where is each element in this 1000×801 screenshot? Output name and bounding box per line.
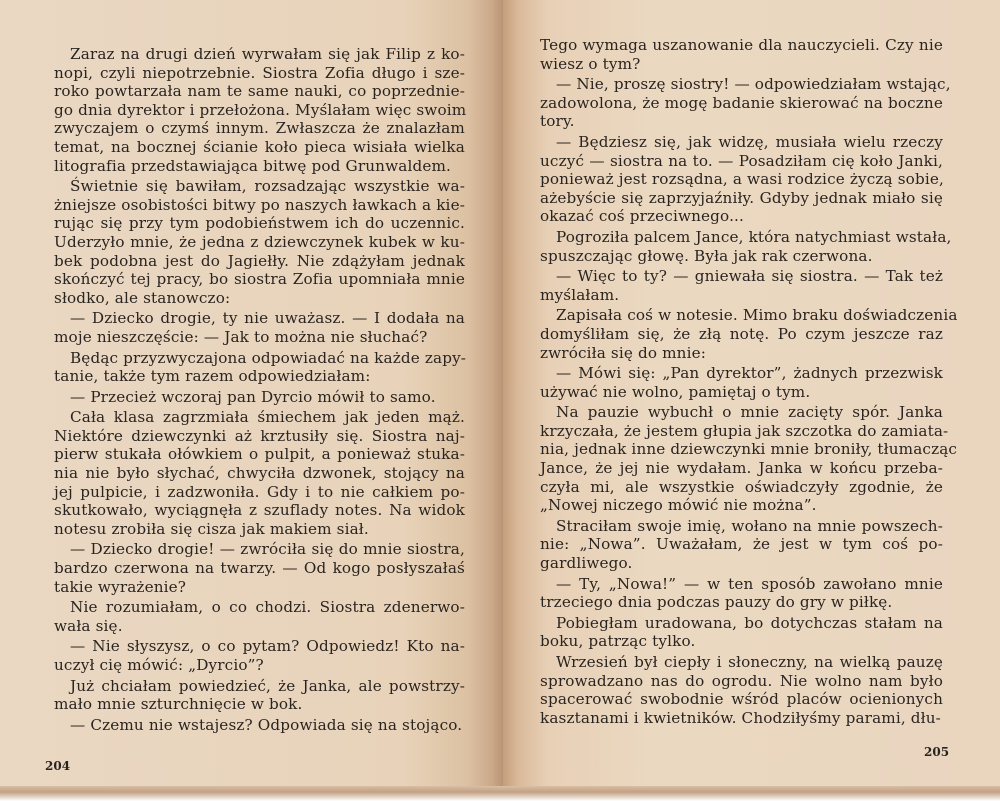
paragraph	[540, 517, 943, 573]
text-line: tory.	[540, 112, 575, 131]
text-line: myślałam.	[540, 285, 620, 304]
text-line: używać nie wolno, pamiętaj o tym.	[540, 382, 811, 401]
text-line: krzyczała, że jestem głupia jak szczotka do zamiata-	[540, 421, 949, 440]
text-line: litografia przedstawiająca bitwę pod Grunwaldem.	[54, 156, 451, 175]
text-line: zwyczajem o czymś innym. Zwłaszcza że znalazłam	[54, 119, 465, 138]
text-line: czyła mi, ale wszystkie oświadczyły zgodnie, że	[540, 477, 943, 496]
text-line: ponieważ jest rozsądna, a wasi rodzice życzą sobie,	[540, 170, 944, 189]
text-line: temat, na bocznej ścianie koło pieca wisiała wielka	[54, 137, 465, 156]
text-line: Tego wymaga uszanowanie dla nauczycieli. Czy nie	[540, 36, 943, 54]
text-line: mało mnie szturchnięcie w bok.	[54, 695, 303, 714]
text-line: bek podobna jest do Jagiełły. Nie zdążyłam jednak	[54, 251, 465, 270]
paragraph	[540, 267, 943, 304]
paragraph	[540, 75, 951, 131]
paragraph	[54, 540, 465, 596]
paragraph	[540, 575, 943, 612]
text-line: Na pauzie wybuchł o mnie zacięty spór. Janka	[556, 403, 943, 422]
text-line: Wrzesień był ciepły i słoneczny, na wielką pauzę	[556, 653, 943, 671]
text-line: — Mówi się: „Pan dyrektor”, żadnych przezwisk	[556, 364, 943, 383]
paragraph	[54, 637, 465, 674]
paragraph	[54, 309, 465, 346]
paragraph	[54, 677, 465, 714]
text-line: „Nowej niczego mówić nie można”.	[540, 496, 817, 515]
text-line: Świetnie się bawiłam, rozsadzając wszystkie wa-	[70, 177, 465, 196]
text-line: zadowolona, że mogę badanie skierować na boczne	[540, 93, 943, 112]
text-line: skończyć tej pracy, bo siostra Zofia upomniała mnie	[54, 270, 465, 289]
text-line: słodko, ale stanowczo:	[54, 288, 231, 307]
paragraph	[54, 177, 465, 307]
paragraph	[54, 45, 465, 175]
text-line: pierw stukała ołówkiem o pulpit, a ponieważ stuka-	[54, 445, 465, 464]
text-line: — Będziesz się, jak widzę, musiała wielu rzeczy	[556, 132, 943, 151]
text-line: uczyć — siostra na to. — Posadziłam cię koło Janki,	[540, 151, 943, 170]
text-line: żniejsze osobistości bitwy po naszych ławkach a kie-	[54, 195, 465, 214]
text-line: — Dziecko drogie, ty nie uważasz. — I dodała na	[70, 309, 465, 328]
text-line: domyśliłam się, że złą notę. Po czym jeszcze raz	[540, 324, 943, 343]
text-line: Już chciałam powiedzieć, że Janka, ale powstrzy-	[70, 676, 465, 695]
text-line: Pogroziła palcem Jance, która natychmiast wstała,	[556, 227, 952, 246]
paragraph	[54, 598, 465, 635]
paragraph	[540, 306, 958, 362]
left-page-text	[54, 45, 465, 734]
text-line: — Nie słyszysz, o co pytam? Odpowiedz! Kto na-	[70, 637, 465, 656]
text-line: Zapisała coś w notesie. Mimo braku doświadczenia	[556, 306, 958, 325]
text-line: trzeciego dnia podczas pauzy do gry w piłkę.	[540, 593, 893, 612]
paragraph	[540, 227, 952, 265]
text-line: uczył cię mówić: „Dyrcio”?	[54, 656, 264, 674]
text-line: rując się przy tym podobieństwem ich do uczennic.	[54, 214, 465, 233]
text-line: boku, patrząc tylko.	[540, 632, 696, 651]
text-line: kasztanami i kwietników. Chodziłyśmy parami, dłu-	[540, 708, 941, 727]
text-line: — Przecież wczoraj pan Dyrcio mówił to samo.	[70, 387, 436, 406]
paragraph	[540, 133, 943, 226]
text-line: — Czemu nie wstajesz? Odpowiada się na stojąco.	[70, 715, 463, 734]
left-page-number: 204	[45, 759, 71, 773]
page-bottom-edge	[0, 786, 1000, 801]
text-line: — Ty, „Nowa!” — w ten sposób zawołano mnie	[556, 574, 943, 593]
left-page	[0, 0, 503, 795]
paragraph	[54, 716, 465, 735]
text-line: Zaraz na drugi dzień wyrwałam się jak Filip z ko-	[70, 45, 465, 63]
text-line: jej pulpicie, i zadzwoniła. Gdy i to nie całkiem po-	[54, 482, 465, 501]
text-line: wiesz o tym?	[540, 54, 641, 73]
text-line: okazać coś przeciwnego...	[540, 207, 744, 226]
text-line: nia, jednak inne dziewczynki mnie broniły, tłumacząc	[540, 440, 958, 459]
text-line: bardzo czerwona na twarzy. — Od kogo posłyszałaś	[54, 559, 465, 578]
text-line: roko powtarzała nam te same nauki, co poprzednie-	[54, 82, 465, 101]
paragraph	[540, 653, 943, 727]
text-line: wała się.	[54, 616, 123, 635]
text-line: spuszczając głowę. Była jak rak czerwona.	[540, 246, 873, 265]
paragraph	[54, 349, 465, 386]
text-line: spacerować swobodnie wśród placów ocienionych	[540, 690, 943, 709]
text-line: nia nie było słychać, chwyciła dzwonek, stojący na	[54, 464, 465, 483]
text-line: notesu zrobiła się cisza jak makiem siał.	[54, 519, 369, 538]
text-line: takie wyrażenie?	[54, 577, 187, 596]
text-line: Niektóre dziewczynki aż krztusiły się. Siostra naj-	[54, 426, 465, 445]
text-line: nopi, czyli niepotrzebnie. Siostra Zofia długo i sze-	[54, 63, 465, 82]
right-page	[503, 0, 1000, 795]
paragraph	[540, 36, 943, 73]
text-line: Będąc przyzwyczajona odpowiadać na każde zapy-	[70, 348, 467, 367]
text-line: ażebyście się zaprzyjaźniły. Gdyby jednak miało się	[540, 188, 943, 207]
text-line: Jance, że jej nie wydałam. Janka w końcu przeba-	[540, 459, 943, 478]
text-line: nie: „Nowa”. Uważałam, że jest w tym coś po-	[540, 535, 943, 554]
text-line: Pobiegłam uradowana, bo dotychczas stałam na	[556, 613, 943, 632]
text-line: Nie rozumiałam, o co chodzi. Siostra zdenerwo-	[70, 598, 465, 617]
text-line: go dnia dyrektor i przełożona. Myślałam więc swoim	[54, 100, 467, 119]
text-line: Straciłam swoje imię, wołano na mnie powszech-	[556, 516, 943, 535]
text-line: zwróciła się do mnie:	[540, 343, 707, 362]
text-line: — Więc to ty? — gniewała się siostra. — Tak też	[556, 267, 943, 286]
paragraph	[54, 408, 465, 538]
text-line: — Nie, proszę siostry! — odpowiedziałam wstając,	[556, 75, 951, 94]
paragraph	[540, 364, 943, 401]
text-line: Uderzyło mnie, że jedna z dziewczynek kubek w ku-	[54, 232, 465, 251]
text-line: Cała klasa zagrzmiała śmiechem jak jeden mąż.	[70, 408, 465, 427]
text-line: skutkowało, wyciągnęła z szuflady notes. Na widok	[54, 501, 465, 520]
text-line: tanie, także tym razem odpowiedziałam:	[54, 367, 371, 386]
right-page-number: 205	[924, 745, 950, 759]
text-line: moje nieszczęście: — Jak to można nie słuchać?	[54, 327, 428, 346]
text-line: — Dziecko drogie! — zwróciła się do mnie siostra,	[70, 540, 465, 559]
right-page-text	[540, 36, 958, 727]
text-line: sprowadzano nas do ogrodu. Nie wolno nam było	[540, 671, 943, 690]
paragraph	[540, 403, 958, 515]
paragraph	[540, 614, 943, 651]
text-line: gardliwego.	[540, 554, 633, 573]
paragraph	[54, 388, 465, 407]
